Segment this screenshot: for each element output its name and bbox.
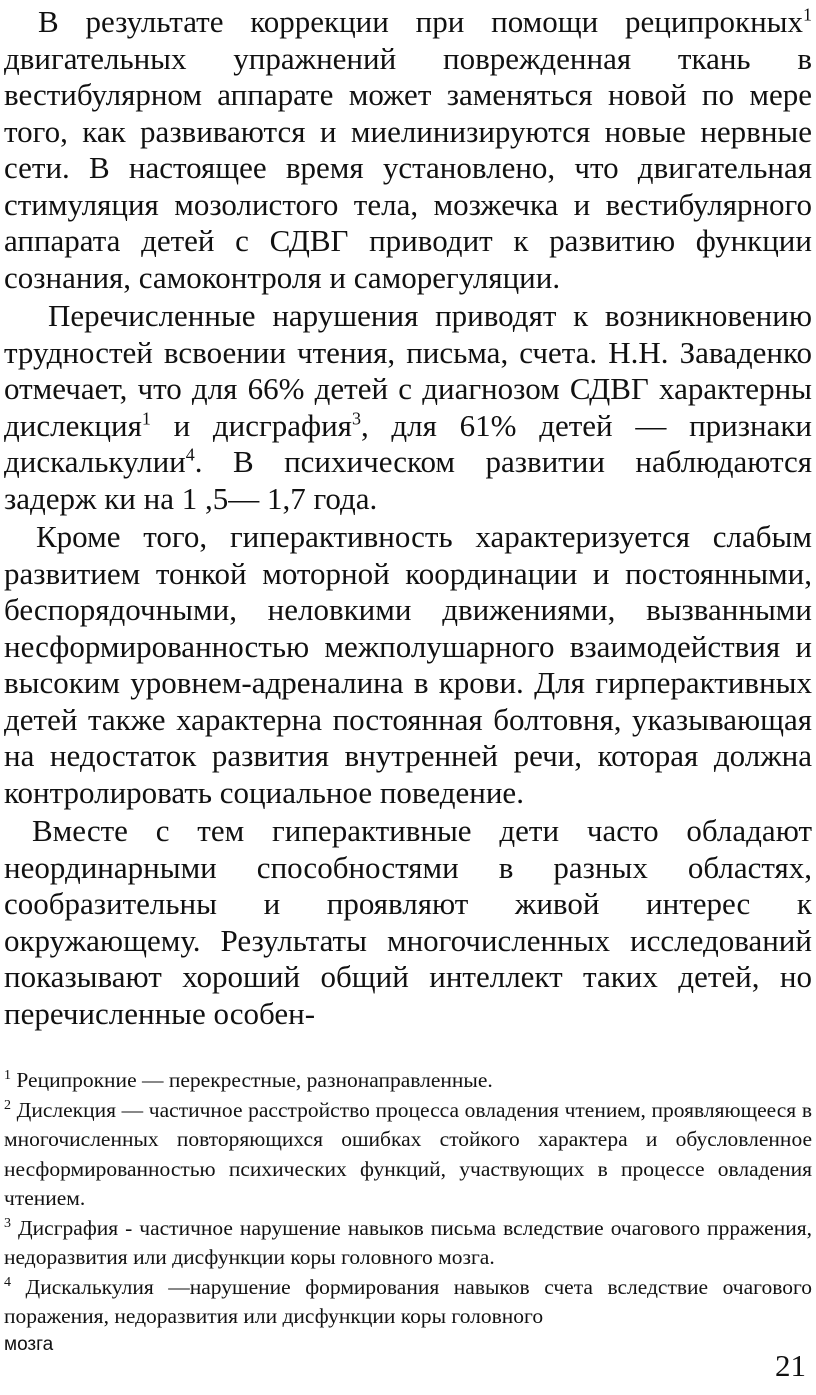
footnote-ref-dyscalculia: 4 (185, 444, 195, 465)
paragraph-2-text-c: , для 61% детей — признаки дискалькулии (4, 407, 812, 479)
paragraph-2-text-b: и дисграфия (150, 407, 352, 443)
footnote-number: 4 (4, 1274, 11, 1290)
footnote-ref-1: 1 (803, 4, 812, 25)
footnote-number: 3 (4, 1215, 11, 1231)
page (4, 0, 812, 1358)
footnote-text: Реципрокние — перекрестные, разнонаправленные. (11, 1068, 493, 1092)
footnote-ref-dyslexia: 1 (141, 408, 151, 429)
footnote-text: Дислекция — частичное расстройство процесса овладения чтением, проявляющееся в многочисленных повторяющихся ошибках стойкого характера и обусловленное несформированностью психических функций, участвующих в процессе овладения чтением. (4, 1097, 812, 1210)
footnote-1 (4, 1066, 812, 1096)
footnote-number: 2 (4, 1097, 11, 1113)
footnotes (4, 1066, 812, 1358)
footnote-4 (4, 1273, 812, 1332)
footnote-ref-dysgraphia: 3 (351, 408, 361, 429)
footnote-4-continuation: мозга (4, 1333, 54, 1355)
paragraph-2 (4, 298, 812, 517)
paragraph-2-text-a: Перечисленные нарушения приводят к возникновению трудностей всвоении чтения, письма, счета. Н.Н. Заваденко отмечает, что для 66% детей с диагнозом СДВГ характерны дислекция (4, 298, 812, 443)
footnote-text: Дискалькулия —нарушение формирования навыков счета вследствие очагового поражения, недоразвития или дисфункции коры головного (4, 1274, 812, 1328)
footnote-3 (4, 1214, 812, 1273)
paragraph-4: Вместе с тем гиперактивные дети часто обладают неординарными способностями в разных областях, сообразительны и проявляют живой интерес к окружающему. Результаты многочисленных исследований показывают хороший общий интеллект таких детей, но перечисленные особен- (4, 813, 812, 1031)
footnote-2 (4, 1096, 812, 1214)
paragraph-1 (4, 4, 812, 296)
paragraph-2-text-d: . В психическом развитии наблюдаются задерж ки на 1 ,5— 1,7 года. (4, 444, 812, 516)
footnote-number: 1 (4, 1067, 11, 1083)
paragraph-1-text-b: двигательных упражнений поврежденная ткань в вестибулярном аппарате может заменяться новой по мере того, как развиваются и миелинизируются новые нервные сети. В настоящее время установлено, что двигательная стимуляция мозолистого тела, мозжечка и вестибулярного аппарата детей с СДВГ приводит к развитию функции сознания, самоконтроля и саморегуляции. (4, 40, 812, 295)
paragraph-3: Кроме того, гиперактивность характеризуется слабым развитием тонкой моторной координации и постоянными, беспорядочными, неловкими движениями, вызванными несформированностью межполушарного взаимодействия и высоким уровнем-адреналина в крови. Для гирперактивных детей также характерна постоянная болтовня, указывающая на недостаток развития внутренней речи, которая должна контролировать социальное поведение. (4, 519, 812, 810)
paragraph-1-text-a: В результате коррекции при помощи реципрокных (38, 4, 803, 39)
page-number: 21 (775, 1348, 806, 1383)
footnote-text: Дисграфия - частичное нарушение навыков письма вследствие очагового пpражения, недоразвития или дисфункции коры головного мозга. (4, 1215, 812, 1269)
